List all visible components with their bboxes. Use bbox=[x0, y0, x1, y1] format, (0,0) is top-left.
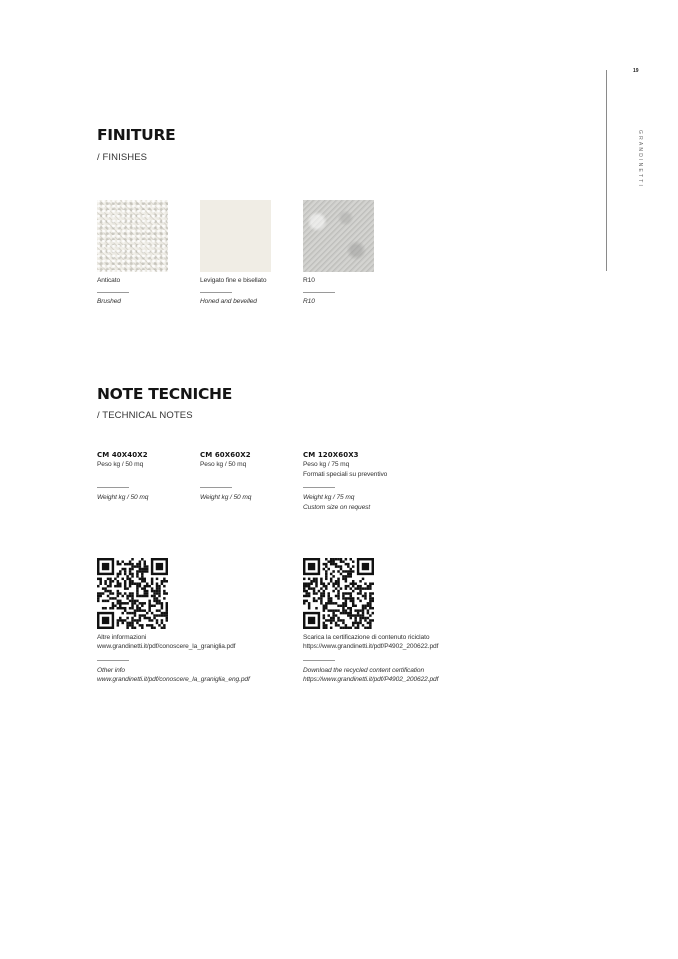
finish-label-it: Anticato bbox=[97, 277, 121, 284]
finish-label-en: R10 bbox=[303, 298, 315, 305]
finish-label-en: Honed and bevelled bbox=[200, 298, 257, 305]
swatch-anticato bbox=[97, 200, 168, 272]
technical-notes-subtitle: / TECHNICAL NOTES bbox=[97, 410, 193, 421]
format-size: CM 120X60X3 bbox=[303, 451, 359, 459]
technical-notes-title: NOTE TECNICHE bbox=[97, 385, 233, 403]
qr-info-url-en[interactable]: www.grandinetti.it/pdf/conoscere_la_graniglia_eng.pdf bbox=[97, 676, 250, 683]
page-number: 19 bbox=[633, 68, 639, 74]
swatch-r10 bbox=[303, 200, 374, 272]
format-size: CM 40X40X2 bbox=[97, 451, 148, 459]
finish-divider bbox=[97, 292, 129, 293]
format-divider bbox=[97, 487, 129, 488]
format-divider bbox=[303, 487, 335, 488]
qr-divider bbox=[97, 660, 129, 661]
format-weight-en: Weight kg / 75 mq bbox=[303, 494, 355, 501]
format-weight-it: Peso kg / 50 mq bbox=[97, 461, 144, 468]
qr-cert-url-en[interactable]: https://www.grandinetti.it/pdf/P4902_200622.pdf bbox=[303, 676, 439, 683]
finish-divider bbox=[200, 292, 232, 293]
format-size: CM 60X60X2 bbox=[200, 451, 251, 459]
qr-divider bbox=[303, 660, 335, 661]
format-weight-it: Peso kg / 75 mq bbox=[303, 461, 350, 468]
brand-name: GRANDINETTI bbox=[637, 130, 643, 189]
finishes-subtitle: / FINISHES bbox=[97, 152, 148, 163]
format-note-it: Formati speciali su preventivo bbox=[303, 471, 388, 478]
finish-label-en: Brushed bbox=[97, 298, 121, 305]
qr-info-url-it[interactable]: www.grandinetti.it/pdf/conoscere_la_graniglia.pdf bbox=[97, 643, 236, 650]
format-weight-en: Weight kg / 50 mq bbox=[200, 494, 252, 501]
qr-cert-title-en: Download the recycled content certification bbox=[303, 667, 425, 674]
qr-cert-title-it: Scarica la certificazione di contenuto riciclato bbox=[303, 634, 430, 641]
format-weight-en: Weight kg / 50 mq bbox=[97, 494, 149, 501]
qr-cert-url-it[interactable]: https://www.grandinetti.it/pdf/P4902_200622.pdf bbox=[303, 643, 439, 650]
finish-label-it: R10 bbox=[303, 277, 315, 284]
qr-info-title-en: Other info bbox=[97, 667, 125, 674]
qr-info-title-it: Altre informazioni bbox=[97, 634, 147, 641]
qr-code-info[interactable] bbox=[97, 558, 168, 629]
swatch-levigato bbox=[200, 200, 271, 272]
format-weight-it: Peso kg / 50 mq bbox=[200, 461, 247, 468]
format-divider bbox=[200, 487, 232, 488]
format-note-en: Custom size on request bbox=[303, 504, 371, 511]
finish-label-it: Levigato fine e bisellato bbox=[200, 277, 267, 284]
side-divider bbox=[606, 70, 607, 271]
finish-divider bbox=[303, 292, 335, 293]
finishes-title: FINITURE bbox=[97, 126, 176, 144]
qr-code-certification[interactable] bbox=[303, 558, 374, 629]
